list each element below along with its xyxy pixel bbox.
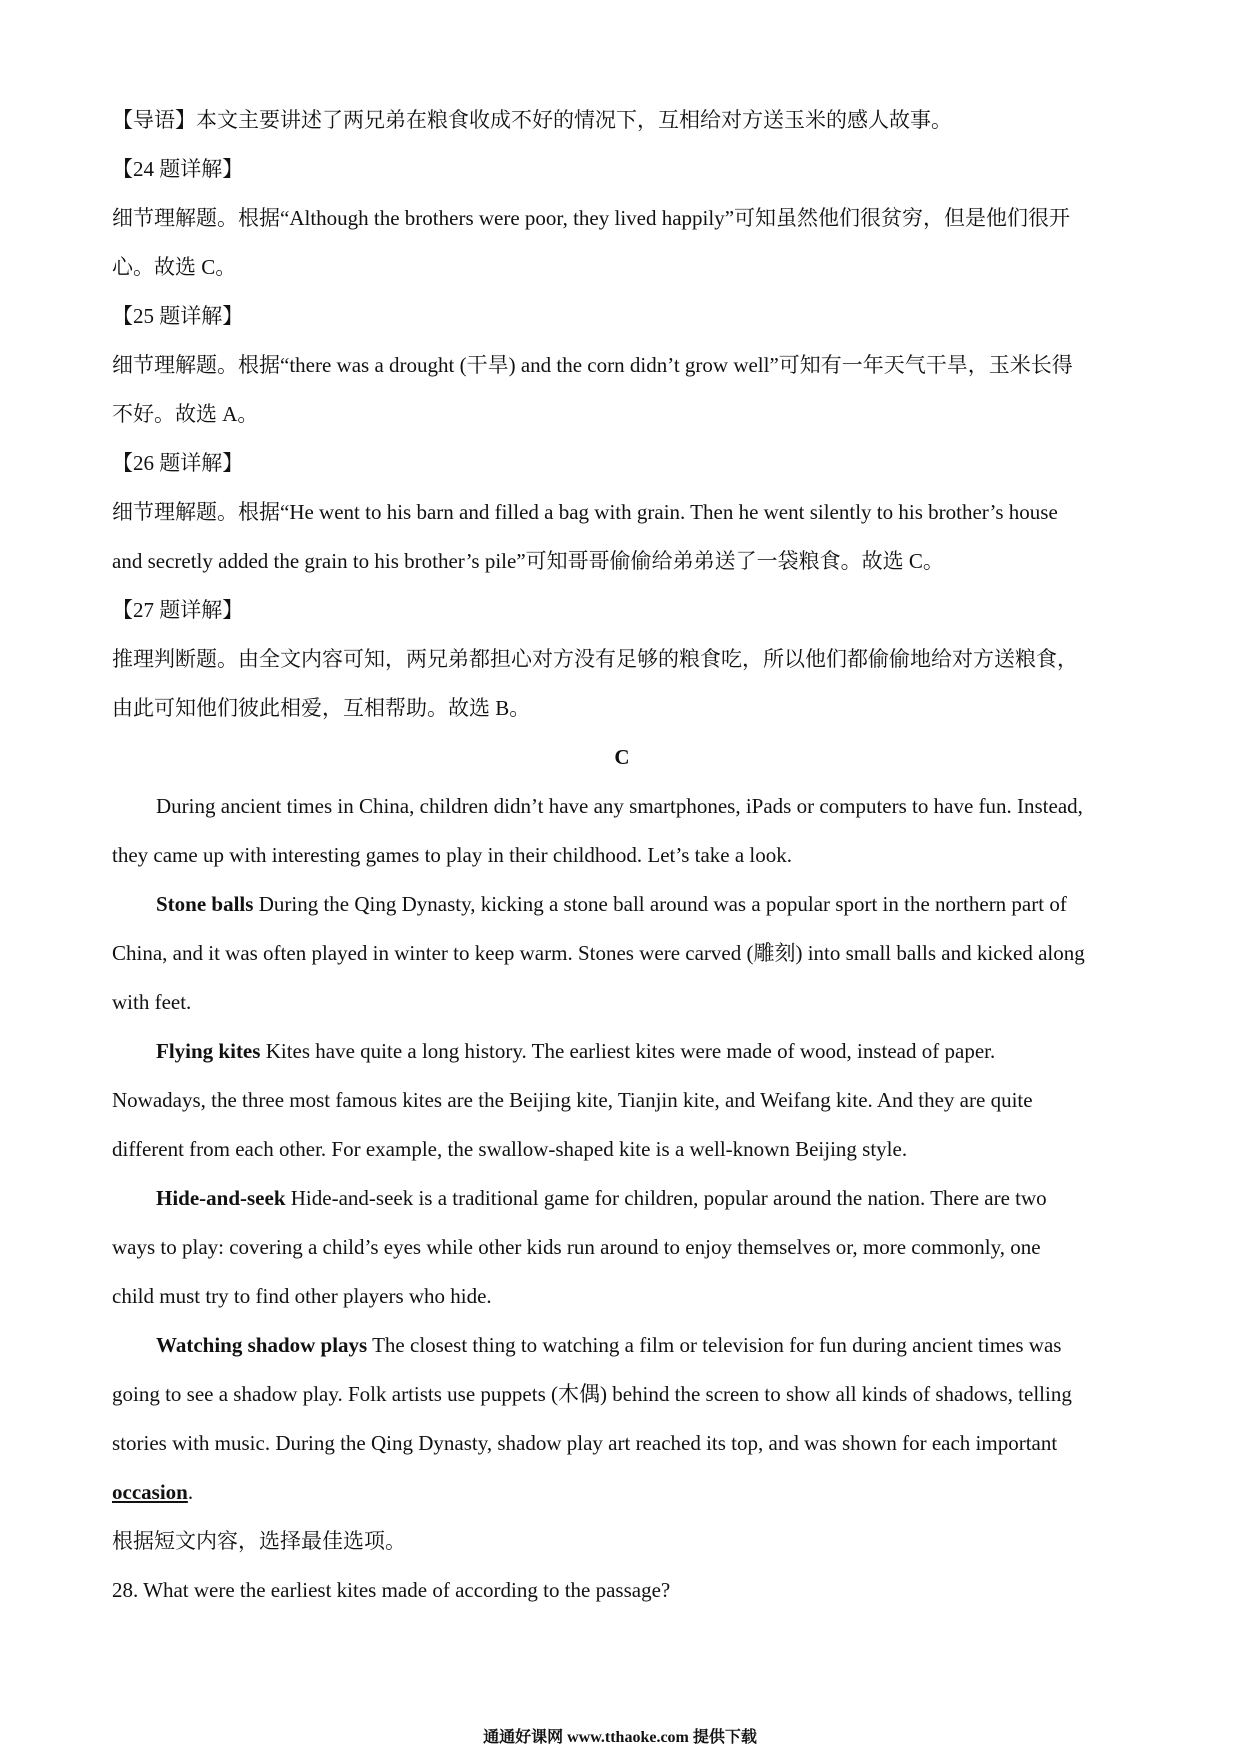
shadow-plays-line-3: stories with music. During the Qing Dynasty, shadow play art reached its top, and was shown for each important: [112, 1431, 1058, 1455]
q24-explanation-line-2: 心。故选 C。: [112, 255, 237, 279]
q27-heading: 【27 题详解】: [112, 598, 244, 622]
q24-explanation-line-1: 细节理解题。根据“Although the brothers were poor, they lived happily”可知虽然他们很贫穷，但是他们很开: [112, 206, 1071, 230]
stone-balls-line-3: with feet.: [112, 990, 192, 1014]
question-28: 28. What were the earliest kites made of according to the passage?: [112, 1578, 671, 1602]
underlined-word-occasion: occasion: [112, 1480, 188, 1504]
q27-explanation-line-2: 由此可知他们彼此相爱，互相帮助。故选 B。: [112, 696, 531, 720]
intro-text: 【导语】本文主要讲述了两兄弟在粮食收成不好的情况下，互相给对方送玉米的感人故事。: [112, 108, 952, 132]
q25-heading: 【25 题详解】: [112, 304, 244, 328]
document-page: [112, 96, 1132, 1615]
q26-heading: 【26 题详解】: [112, 451, 244, 475]
hide-and-seek-text: Hide-and-seek is a traditional game for children, popular around the nation. There are two: [285, 1186, 1047, 1210]
shadow-plays-line-1: [112, 1321, 1132, 1370]
shadow-plays-period: .: [187, 1480, 194, 1504]
q26-explanation-line-2: and secretly added the grain to his brother’s pile”可知哥哥偷偷给弟弟送了一袋粮食。故选 C。: [112, 549, 944, 573]
flying-kites-text: Kites have quite a long history. The earliest kites were made of wood, instead of paper.: [260, 1039, 996, 1063]
passage-intro-line-1: During ancient times in China, children didn’t have any smartphones, iPads or computers to have fun. Instead,: [156, 794, 1083, 818]
hide-and-seek-term: Hide-and-seek: [156, 1186, 286, 1210]
stone-balls-term: Stone balls: [156, 892, 254, 916]
shadow-plays-line-2: going to see a shadow play. Folk artists use puppets (木偶) behind the screen to show all kinds of shadows, telling: [112, 1382, 1072, 1406]
stone-balls-line-2: China, and it was often played in winter to keep warm. Stones were carved (雕刻) into small balls and kicked along: [112, 941, 1085, 965]
q27-explanation-line-1: 推理判断题。由全文内容可知，两兄弟都担心对方没有足够的粮食吃，所以他们都偷偷地给对方送粮食，: [112, 647, 1078, 671]
stone-balls-text: During the Qing Dynasty, kicking a stone ball around was a popular sport in the northern part of: [253, 892, 1067, 916]
instruction-text: 根据短文内容，选择最佳选项。: [112, 1529, 406, 1553]
q25-explanation-line-1: 细节理解题。根据“there was a drought (干旱) and the corn didn’t grow well”可知有一年天气干旱，玉米长得: [112, 353, 1073, 377]
shadow-plays-line-4: [112, 1468, 1132, 1517]
flying-kites-line-2: Nowadays, the three most famous kites are the Beijing kite, Tianjin kite, and Weifang kite. And they are quite: [112, 1088, 1033, 1112]
hide-and-seek-line-2: ways to play: covering a child’s eyes while other kids run around to enjoy themselves or, more commonly, one: [112, 1235, 1041, 1259]
page-footer: 通通好课网 www.tthaoke.com 提供下载: [483, 1729, 757, 1746]
q26-explanation-line-1: 细节理解题。根据“He went to his barn and filled a bag with grain. Then he went silently to his brother’s house: [112, 500, 1058, 524]
passage-intro-line-2: they came up with interesting games to play in their childhood. Let’s take a look.: [112, 843, 792, 867]
q25-explanation-line-2: 不好。故选 A。: [112, 402, 259, 426]
flying-kites-term: Flying kites: [156, 1039, 261, 1063]
hide-and-seek-line-1: [112, 1174, 1132, 1223]
flying-kites-line-1: [112, 1027, 1132, 1076]
shadow-plays-term: Watching shadow plays: [156, 1333, 368, 1357]
section-title: C: [614, 745, 630, 769]
flying-kites-line-3: different from each other. For example, the swallow-shaped kite is a well-known Beijing style.: [112, 1137, 908, 1161]
shadow-plays-text: The closest thing to watching a film or television for fun during ancient times was: [367, 1333, 1062, 1357]
stone-balls-line-1: [112, 880, 1132, 929]
q24-heading: 【24 题详解】: [112, 157, 244, 181]
hide-and-seek-line-3: child must try to find other players who hide.: [112, 1284, 492, 1308]
